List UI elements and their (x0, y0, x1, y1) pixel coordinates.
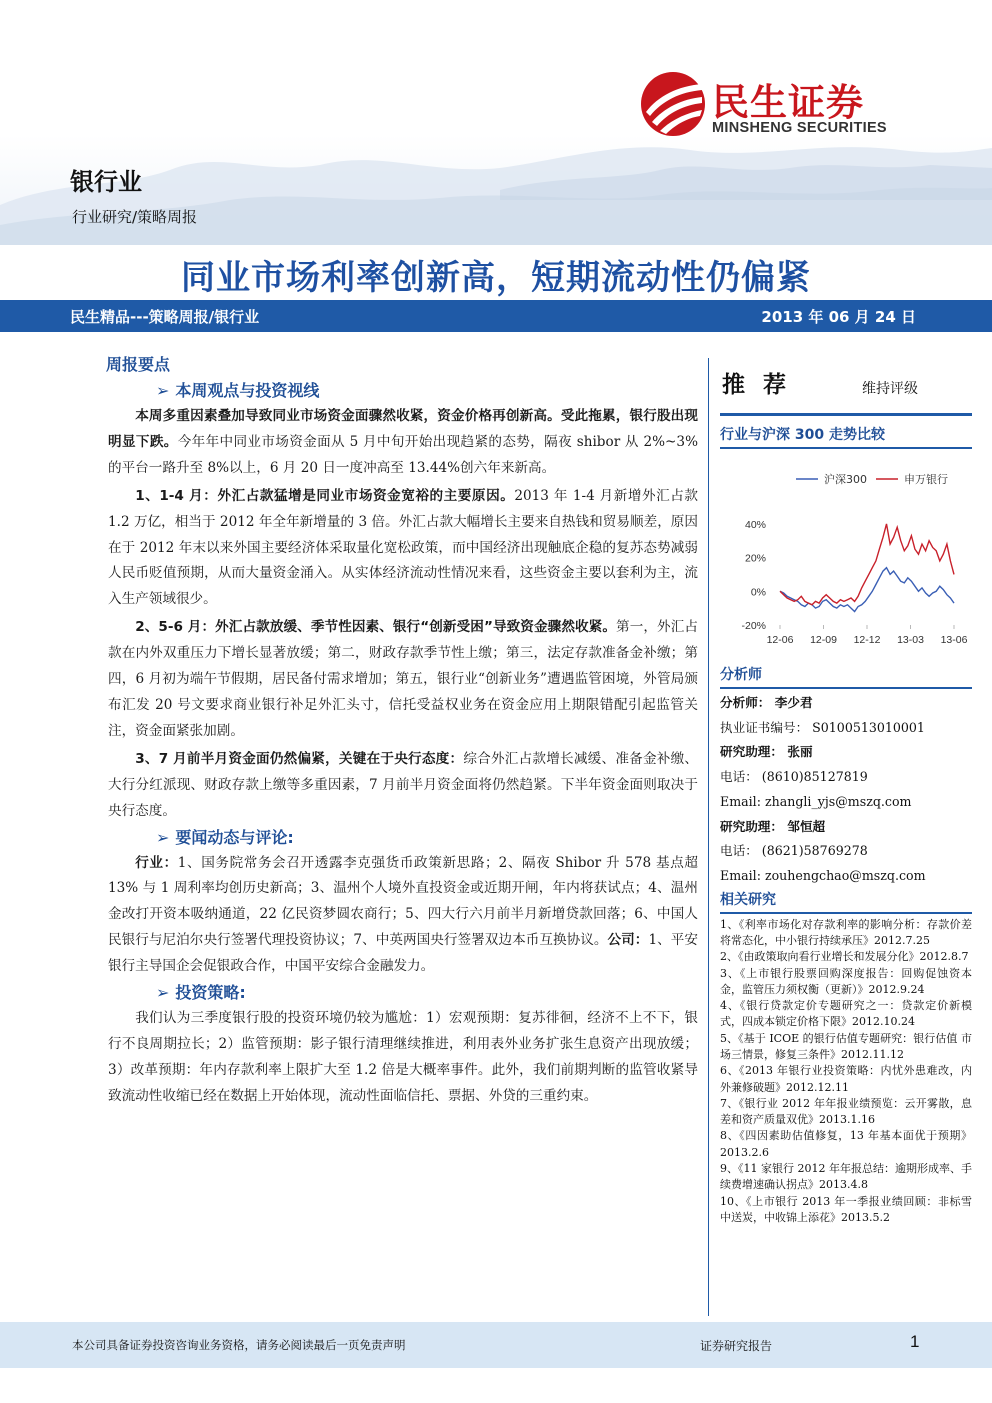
paragraph-summary-lead: 本周多重因素叠加导致同业市场资金面骤然收紧，资金价格再创新高。受此拖累，银行股出现明显下跌。 (108, 408, 698, 450)
paragraph-point-1-body: 2013 年 1-4 月新增外汇占款 1.2 万亿，相当于 2012 年全年新增量的 3 倍。外汇占款大幅增长主要来自热钱和贸易顺差，原因在于 2012 年末以来外国主要经济体采取量化宽松政策，而中国经济出现触底企稳的复苏态势减弱人民币贬值预期，从而大量资金涌入。从实体经济流动性情况来看，这些资金主要以套利为主，流入生产领域很少。 (108, 487, 699, 608)
analyst-line-label: 电话： (720, 769, 758, 785)
y-tick-label: 0% (750, 586, 766, 599)
subheading-strategy (108, 980, 698, 1006)
logo-chinese-name: 民生证券 (712, 81, 864, 124)
analyst-line-value: S0100513010001 (808, 719, 925, 735)
series-line (780, 524, 954, 605)
analyst-line-label: 研究助理： (720, 744, 783, 760)
industry-label: 银行业 (70, 168, 142, 196)
analyst-line (720, 740, 972, 765)
analyst-line (720, 765, 972, 790)
analyst-line-label: 执业证书编号： (720, 719, 809, 735)
footer-disclaimer: 本公司具备证券投资咨询业务资格，请务必阅读最后一页免责声明 (72, 1338, 406, 1352)
analyst-heading: 分析师 (720, 664, 972, 689)
analyst-line-value: 邹恒超 (782, 818, 826, 834)
column-divider (708, 358, 709, 1316)
analyst-line-label: 研究助理： (720, 818, 783, 834)
analyst-line-value: (8610)85127819 (757, 769, 868, 785)
paragraph-point-1-lead: 1、1-4 月：外汇占款猛增是同业市场资金宽裕的主要原因。 (135, 487, 515, 504)
research-heading: 相关研究 (720, 889, 972, 914)
analyst-line-label: Email: (720, 793, 761, 809)
analyst-line (720, 716, 972, 741)
analyst-list (720, 691, 972, 889)
series-line (780, 568, 954, 612)
analyst-line (720, 790, 972, 815)
paragraph-point-2 (108, 615, 698, 745)
news-company-label: 公司： (607, 932, 649, 949)
research-item: 5、《基于 ICOE 的银行估值专题研究：银行估值 市场三情景，修复三条件》2012.11.12 (720, 1031, 972, 1061)
performance-chart-svg (720, 449, 972, 664)
research-item: 7、《银行业 2012 年年报业绩预览：云开雾散，息差和资产质量双优》2013.1.16 (720, 1096, 972, 1127)
research-list (720, 917, 972, 1227)
news-industry-body: 1、国务院常务会召开透露李克强货币政策新思路；2、隔夜 Shibor 升 578 基点超 13% 与 1 周利率均创历史新高；3、温州个人境外直投资金或近期开闸，年内将获试点；4、温州金改打开资本吸纳通道，22 亿民资梦圆农商行；5、四大行六月前半月新增贷款回落；6、中国人民银行与尼泊尔央行签署代理投资协议；7、中英两国央行签署双边本币互换协议。 (108, 854, 699, 949)
report-title: 同业市场利率创新高，短期流动性仍偏紧 (181, 258, 811, 298)
recommendation-box (720, 358, 972, 416)
news-company-body: 1、平安银行主导国企会促银政合作，中国平安综合金融发力。 (108, 932, 698, 975)
x-tick-label: 12-09 (810, 634, 837, 646)
logo-english-name: MINSHENG SECURITIES (712, 120, 887, 136)
subheading-views-text: 本周观点与投资视线 (175, 381, 320, 400)
paragraph-point-2-body: 第一，外汇占款在内外双重压力下增长显著放缓；第二，财政存款季节性上缴；第三，法定存款准备金补缴；第四，6 月初为端午节假期，居民备付需求增加；第五，银行业“创新业务”遭遇监管困境，外管局颁布汇发 20 号文要求商业银行补足外汇头寸，信托受益权业务在资金应用上期限错配引起监管关注，资金面紧张加剧。 (108, 619, 698, 739)
analyst-line (720, 691, 972, 716)
analyst-line-value: (8621)58769278 (757, 843, 868, 859)
analyst-line-value: zouhengchao@mszq.com (760, 867, 926, 883)
subheading-news (108, 825, 698, 851)
chart-heading: 行业与沪深 300 走势比较 (720, 424, 972, 449)
analyst-line-value: 李少君 (770, 695, 813, 710)
arrow-right-icon: ➢ (156, 983, 170, 1003)
research-item: 3、《上市银行股票回购深度报告：回购促蚀资本金，监管压力须权衡（更新）》2012.9.24 (720, 966, 972, 996)
analyst-line-label: 电话： (720, 843, 758, 859)
x-tick-label: 13-06 (940, 634, 968, 646)
analyst-line-value: zhangli_yjs@mszq.com (760, 793, 912, 809)
rating-status: 维持评级 (862, 381, 918, 397)
subheading-views (108, 378, 698, 404)
research-item: 4、《银行贷款定价专题研究之一：贷款定价新模式，四成本锁定价格下限》2012.10.24 (720, 999, 972, 1029)
logo-emblem-icon (640, 68, 706, 140)
report-category: 行业研究/策略周报 (72, 208, 198, 226)
arrow-right-icon: ➢ (156, 381, 170, 400)
x-tick-label: 12-12 (853, 634, 881, 646)
legend-label: 申万银行 (904, 473, 948, 486)
main-content (108, 352, 698, 1110)
paragraph-summary (108, 404, 698, 482)
company-logo (640, 66, 930, 146)
paragraph-point-1 (108, 484, 698, 614)
y-tick-label: 20% (744, 552, 766, 565)
analyst-line (720, 864, 972, 889)
title-banner (0, 300, 992, 332)
paragraph-strategy (108, 1006, 698, 1110)
subheading-news-text: 要闻动态与评论: (175, 827, 294, 847)
x-tick-label: 13-03 (897, 634, 924, 646)
y-tick-label: -20% (741, 620, 766, 632)
paragraph-point-3-lead: 3、7 月前半月资金面仍然偏紧，关键在于央行态度： (135, 750, 464, 767)
research-item: 1、《利率市场化对存款利率的影响分析：存款价差将常态化，中小银行持续承压》2012.7.25 (720, 917, 972, 947)
page-number: 1 (910, 1332, 920, 1351)
recommendation-label: 推荐 (722, 372, 804, 398)
paragraph-strategy-body: 我们认为三季度银行股的投资环境仍较为尴尬：1）宏观预期：复苏徘徊，经济不上不下，银行不良周期拉长；2）监管预期：影子银行清理继续推进，利用表外业务扩张生息资产出现放缓；3）改革预期：年内存款利率上限扩大至 1.2 倍是大概率事件。此外，我们前期判断的监管收紧导致流动性收缩已经在数据上开始体现，流动性面临信托、票据、外贷的三重约束。 (108, 1010, 698, 1104)
analyst-line-label: 分析师： (720, 695, 771, 710)
analyst-line-label: Email: (720, 867, 761, 883)
research-item: 2、《由政策取向看行业增长和发展分化》2012.8.7 (720, 950, 969, 964)
subheading-strategy-text: 投资策略: (175, 983, 246, 1003)
analyst-line (720, 839, 972, 864)
research-item: 10、《上市银行 2013 年一季报业绩回顾：非标雪中送炭，中收锦上添花》2013.5.2 (720, 1194, 972, 1224)
research-item: 6、《2013 年银行业投资策略：内忧外患难改，内外兼修破题》2012.12.11 (720, 1064, 972, 1094)
analyst-line-value: 张丽 (782, 744, 813, 760)
footer-report-type: 证券研究报告 (700, 1339, 773, 1353)
research-item: 8、《四因素助估值修复，13 年基本面优于预期》2013.2.6 (720, 1129, 972, 1159)
section-title: 周报要点 (106, 355, 171, 374)
x-tick-label: 12-06 (766, 634, 794, 646)
paragraph-point-2-lead: 2、5-6 月：外汇占款放缓、季节性因素、银行“创新受困”导致资金骤然收紧。 (135, 619, 617, 636)
page-footer (0, 1322, 992, 1368)
research-item: 9、《11 家银行 2012 年年报总结：逾期形成率、手续费增速确认拐点》2013.4.8 (720, 1162, 972, 1192)
analyst-line (720, 815, 972, 840)
paragraph-summary-body: 今年年中同业市场资金面从 5 月中旬开始出现趋紧的态势，隔夜 shibor 从 2%~3%的平台一路升至 8%以上，6 月 20 日一度冲高至 13.44%创六年来新高。 (108, 433, 698, 476)
paragraph-news (108, 851, 698, 981)
performance-chart (720, 449, 972, 664)
paragraph-point-3 (108, 747, 698, 825)
arrow-right-icon: ➢ (156, 827, 170, 847)
series-label: 民生精品---策略周报/银行业 (70, 308, 260, 326)
sidebar (720, 358, 972, 1226)
news-industry-label: 行业： (135, 854, 178, 871)
legend-label: 沪深300 (824, 473, 867, 486)
paragraph-point-3-body: 综合外汇占款增长减缓、准备金补缴、大行分红派现、财政存款上缴等多重因素，7 月前半月资金面将仍然趋紧。下半年资金面则取决于央行态度。 (108, 750, 699, 819)
report-date: 2013 年 06 月 24 日 (761, 308, 916, 326)
y-tick-label: 40% (744, 518, 766, 531)
